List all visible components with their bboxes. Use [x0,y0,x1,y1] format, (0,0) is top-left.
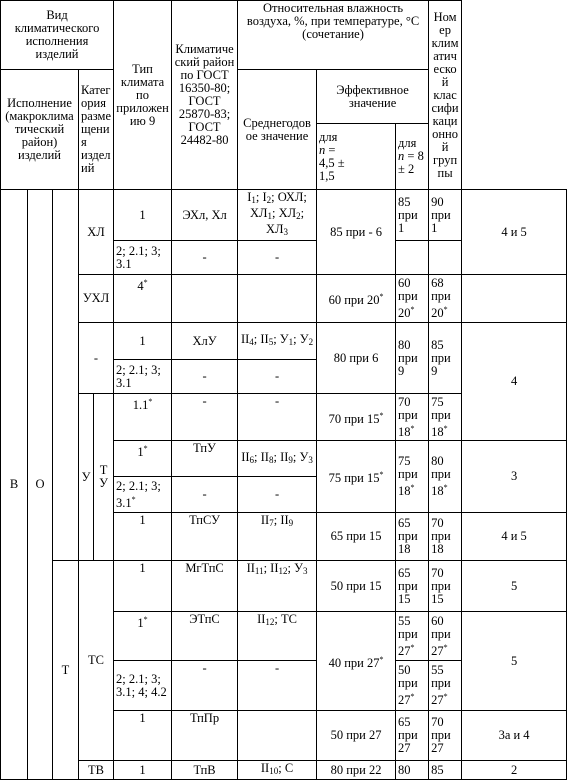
e2: 85 [429,761,462,780]
raion: $II_{11}$; $II_{12}$; $У_3$ [238,561,317,612]
dash: - [79,323,114,394]
tip: - [172,241,238,275]
raion: $II_7$; $II_9$ [238,513,317,561]
nomer-empty [462,275,567,323]
cell-TU: ТУ [94,394,114,561]
raion [238,275,317,323]
sred: 65 при 15 [317,513,396,561]
e2: 70 при 18 [429,513,462,561]
e2: 60 при 27* [429,612,462,661]
cat: 1 [114,761,172,780]
nomer: 4 и 5 [462,190,567,275]
group-TV: ТВ [79,761,114,780]
header-kategoria: Категория размещения изделий [79,70,114,190]
group-XL: ХЛ [79,190,114,275]
tip: МгТпС [172,561,238,612]
sred: 75 при 15* [317,441,396,513]
cat: 4* [114,275,172,323]
raion: - [238,477,317,513]
raion: $II_6$; $II_8$; $II_9$; $У_3$ [238,441,317,477]
e2: 90 при 1 [429,190,462,241]
e2-empty [429,241,462,275]
sred: 70 при 15* [317,394,396,441]
sred: 40 при 27* [317,612,396,711]
cat: 1* [114,441,172,477]
group-TS: ТС [79,561,114,761]
tip: ТпСУ [172,513,238,561]
cell-V: В [1,190,28,780]
e1: 70 при 18* [396,394,429,441]
cat: 1 [114,561,172,612]
nomer: 4 [462,323,567,441]
header-n2: для n = 8 ± 2 [396,124,429,190]
e1: 85 при 1 [396,190,429,241]
raion: - [238,241,317,275]
header-klim-raion: Климатический район по ГОСТ 16350-80; ГОСТ 25870-83; ГОСТ 24482-80 [172,1,238,190]
e1: 60 при 20* [396,275,429,323]
e2: 68 при 20* [429,275,462,323]
e2: 80 при 18* [429,441,462,513]
tip [172,275,238,323]
cat: 2; 2.1; 3; 3.1* [114,477,172,513]
tip: - [172,360,238,394]
cat: 1 [114,323,172,360]
e2: 55 при 27* [429,661,462,711]
sred: 60 при 20* [317,275,396,323]
sred: 50 при 15 [317,561,396,612]
raion: - [238,661,317,711]
header-vid-klim: Вид климатического исполнения изделий [1,1,114,70]
e1: 65 при 15 [396,561,429,612]
cell-O: О [28,190,53,780]
nomer: 3а и 4 [462,711,567,761]
cell-UHL-empty [53,190,79,561]
raion [238,711,317,761]
raion: $II_{12}$; ТС [238,612,317,661]
e1: 65 при 18 [396,513,429,561]
tip: ТпВ [172,761,238,780]
cat: 1* [114,612,172,661]
nomer: 2 [462,761,567,780]
cell-U: У [79,394,94,561]
e2: 70 при 27 [429,711,462,761]
nomer: 4 и 5 [462,513,567,561]
cat: 1 [114,513,172,561]
sred: 85 при - 6 [317,190,396,275]
e1: 80 [396,761,429,780]
e2: 75 при 18* [429,394,462,441]
e1-empty [396,241,429,275]
header-srednegod: Среднегодовое значение [238,70,317,190]
group-UHL: УХЛ [79,275,114,323]
header-nomer: Номер климатической классификационной группы [429,1,462,190]
e1: 65 при 27 [396,711,429,761]
header-otn-vlazhnost: Относительная влажность воздуха, %, при температуре, °С (сочетание) [238,1,429,70]
nomer: 5 [462,561,567,612]
cat: 1 [114,711,172,761]
raion: - [238,394,317,441]
header-effektiv: Эффективное значение [317,70,429,124]
cat: 2; 2.1; 3; 3.1; 4; 4.2 [114,661,172,711]
e1: 75 при 18* [396,441,429,513]
header-ispolnenie: Исполнение (макроклиматический район) изделий [1,70,79,190]
sred: 80 при 22 [317,761,396,780]
cat: 2; 2.1; 3; 3.1 [114,360,172,394]
header-tip-klimata: Тип климата по приложению 9 [114,1,172,190]
nomer: 5 [462,612,567,711]
tip: ТпУ [172,441,238,477]
tip: ЭХл, Хл [172,190,238,241]
cat: 1 [114,190,172,241]
e1: 80 при 9 [396,323,429,394]
e1: 55 при 27* [396,612,429,661]
header-n1: для n = 4,5 ± 1,5 [317,124,396,190]
raion: - [238,360,317,394]
sred: 80 при 6 [317,323,396,394]
e2: 70 при 15 [429,561,462,612]
e1: 50 при 27* [396,661,429,711]
tip: ТпПр [172,711,238,761]
cat: 1.1* [114,394,172,441]
tip: - [172,661,238,711]
raion: $II_4$; $II_5$; $У_1$; $У_2$ [238,323,317,360]
tip: ЭТпС [172,612,238,661]
nomer: 3 [462,441,567,513]
tip: ХлУ [172,323,238,360]
raion: $I_1$; $I_2$; ОХЛ; $ХЛ_1$; $ХЛ_2$; $ХЛ_3$ [238,190,317,241]
raion: $II_{10}$; С [238,761,317,780]
cat: 2; 2.1; 3; 3.1 [114,241,172,275]
tip: - [172,477,238,513]
tip: - [172,394,238,441]
e2: 85 при 9 [429,323,462,394]
sred: 50 при 27 [317,711,396,761]
cell-T: Т [53,561,79,780]
